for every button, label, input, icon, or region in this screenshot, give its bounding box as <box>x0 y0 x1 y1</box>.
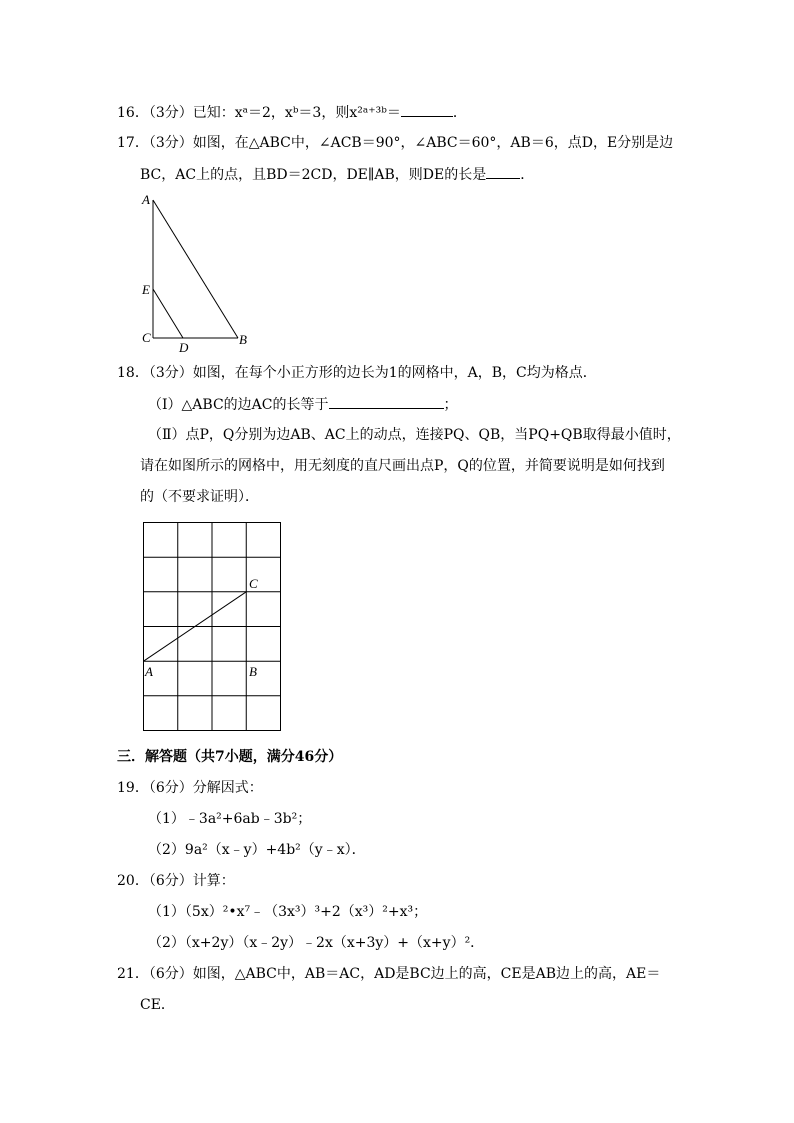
label-c: C <box>249 576 258 591</box>
side-ab <box>153 200 238 338</box>
question-21-line-1: 21．（6分）如图，△ABC中，AB＝AC，AD是BC边上的高，CE是AB边上的高，AE＝ <box>117 966 661 982</box>
label-e: E <box>142 282 150 297</box>
label-a: A <box>142 192 150 207</box>
question-17-line-1: 17．（3分）如图，在△ABC中，∠ACB＝90°，∠ABC＝60°，AB＝6，点D，E分别是边 <box>117 135 674 151</box>
question-18-line-1: 18．（3分）如图，在每个小正方形的边长为1的网格中，A，B，C均为格点． <box>117 365 597 381</box>
question-17-tail: ． <box>520 167 535 183</box>
label-c: C <box>142 330 151 345</box>
question-18-part-2-line-1: （Ⅱ）点P，Q分别为边AB、AC上的动点，连接PQ、QB，当PQ+QB取得最小值时， <box>148 427 681 443</box>
label-a: A <box>145 664 153 679</box>
question-19-item-1: （1）﹣3a²+6ab﹣3b²； <box>148 811 312 827</box>
grid-figure <box>141 520 285 734</box>
label-d: D <box>179 340 189 355</box>
triangle-abc-figure <box>138 192 258 357</box>
question-20-item-1: （1）（5x）²•x⁷﹣（3x³）³+2（x³）²+x³； <box>148 904 428 920</box>
segment-de <box>153 289 183 338</box>
question-19-line-1: 19．（6分）分解因式： <box>117 780 263 796</box>
answer-blank <box>329 394 444 409</box>
question-17-line-2 <box>140 164 534 185</box>
question-16-text: 16．（3分）已知：xᵃ＝2，xᵇ＝3，则x²ᵃ⁺³ᵇ＝ <box>117 105 401 121</box>
grid-lines <box>144 523 281 731</box>
question-18-part-1 <box>148 394 458 415</box>
question-21-line-2: CE． <box>140 997 175 1013</box>
answer-blank <box>486 164 520 179</box>
question-18-part-2-line-2: 请在如图所示的网格中，用无刻度的直尺画出点P，Q的位置，并简要说明是如何找到 <box>140 458 665 474</box>
question-18-part-1-tail: ； <box>443 397 458 413</box>
answer-blank <box>401 102 453 117</box>
question-19-item-2: （2）9a²（x﹣y）+4b²（y﹣x）． <box>148 842 366 858</box>
question-18-part-2-line-3: 的（不要求证明）． <box>140 489 259 505</box>
question-16-tail: ． <box>452 105 467 121</box>
question-20-line-1: 20．（6分）计算： <box>117 873 235 889</box>
question-17-line-2-text: BC，AC上的点，且BD＝2CD，DE∥AB，则DE的长是 <box>140 167 487 183</box>
label-b: B <box>239 332 247 347</box>
question-18-part-1-text: （Ⅰ）△ABC的边AC的长等于 <box>148 397 329 413</box>
question-16 <box>117 102 467 123</box>
question-20-item-2: （2）（x+2y）（x﹣2y）﹣2x（x+3y）+（x+y）²． <box>148 935 485 951</box>
section-3-title: 三．解答题（共7小题，满分46分） <box>117 749 343 765</box>
label-b: B <box>249 664 257 679</box>
